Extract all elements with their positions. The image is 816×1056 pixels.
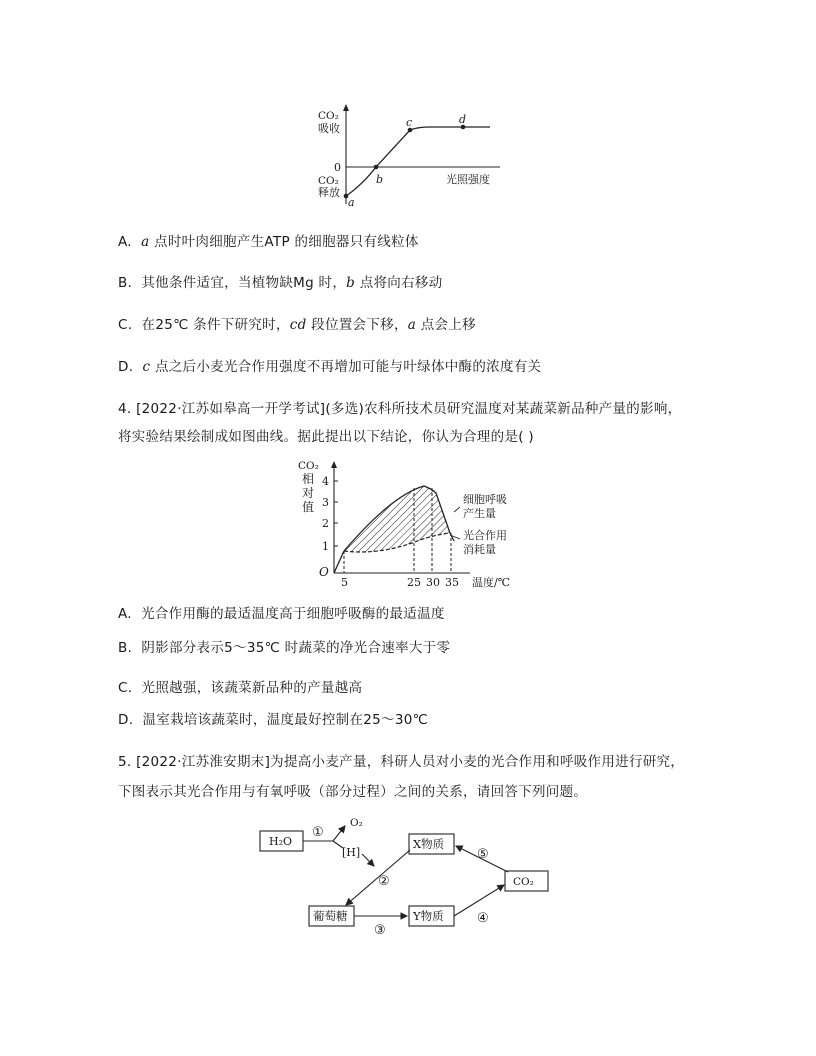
shaded-region bbox=[344, 486, 450, 552]
q4-option-a: A. 光合作用酶的最适温度高于细胞呼吸酶的最适温度 bbox=[118, 606, 445, 622]
y-tick-2: 2 bbox=[322, 517, 329, 530]
q5-stem-line1: 5. [2022·江苏淮安期末]为提高小麦产量，科研人员对小麦的光合作用和呼吸作用进行研究， bbox=[118, 754, 685, 770]
num-5: ⑤ bbox=[477, 847, 489, 862]
arrow-o2 bbox=[333, 826, 345, 841]
x-label: X物质 bbox=[413, 837, 445, 851]
q4-option-d: D. 温室栽培该蔬菜时，温度最好控制在25～30℃ bbox=[118, 712, 429, 728]
label-a: a bbox=[348, 196, 355, 209]
arrow-h bbox=[362, 854, 374, 866]
y-label-3: 对 bbox=[302, 486, 315, 500]
figure-temperature-co2 bbox=[292, 455, 532, 590]
figure-light-co2 bbox=[300, 100, 520, 215]
point-b bbox=[374, 165, 379, 170]
figure-photosynthesis-respiration bbox=[250, 810, 570, 940]
y-arrow bbox=[331, 461, 337, 468]
x-axis-label: 温度/℃ bbox=[472, 576, 511, 589]
x-tick-35: 35 bbox=[445, 576, 459, 589]
q4-option-b: B. 阴影部分表示5～35℃ 时蔬菜的净光合速率大于零 bbox=[118, 640, 451, 656]
y-top-label-2: 吸收 bbox=[318, 122, 340, 135]
num-3: ③ bbox=[374, 923, 386, 938]
y-label: Y物质 bbox=[413, 909, 444, 923]
q3-option-d: D. c 点之后小麦光合作用强度不再增加可能与叶绿体中酶的浓度有关 bbox=[118, 359, 542, 375]
q4-stem-line2: 将实验结果绘制成如图曲线。据此提出以下结论，你认为合理的是( ) bbox=[118, 429, 534, 445]
x-tick-30: 30 bbox=[426, 576, 440, 589]
q4-stem-line1: 4. [2022·江苏如皋高一开学考试](多选)农科所技术员研究温度对某蔬菜新品种产量的影响， bbox=[118, 401, 682, 417]
x-tick-25: 25 bbox=[407, 576, 421, 589]
y-arrow bbox=[343, 104, 349, 111]
q5-stem-line2: 下图表示其光合作用与有氧呼吸（部分过程）之间的关系，请回答下列问题。 bbox=[118, 784, 588, 800]
q3-option-b: B. 其他条件适宜，当植物缺Mg 时，b 点将向右移动 bbox=[118, 275, 443, 291]
x-axis-label: 光照强度 bbox=[446, 173, 490, 186]
y-label-1: CO₂ bbox=[298, 460, 319, 472]
glucose-label: 葡萄糖 bbox=[313, 909, 348, 923]
label-b: b bbox=[376, 173, 384, 186]
zero-label: 0 bbox=[334, 161, 341, 174]
num-4: ④ bbox=[477, 911, 489, 926]
y-label-4: 值 bbox=[302, 500, 315, 514]
x-tick-5: 5 bbox=[341, 576, 348, 589]
q3-option-a: A. a 点时叶肉细胞产生ATP 的细胞器只有线粒体 bbox=[118, 234, 419, 250]
label-d: d bbox=[459, 113, 467, 126]
origin-label: O bbox=[319, 565, 329, 579]
num-2: ② bbox=[378, 874, 390, 889]
o2-label: O₂ bbox=[350, 817, 363, 829]
y-bot-label-1: CO₂ bbox=[318, 175, 339, 187]
photo-label-2: 消耗量 bbox=[463, 543, 496, 556]
photo-label-1: 光合作用 bbox=[463, 529, 507, 542]
resp-label-2: 产生量 bbox=[463, 507, 496, 520]
q3-option-c: C. 在25℃ 条件下研究时，cd 段位置会下移，a 点会上移 bbox=[118, 317, 476, 333]
y-bot-label-2: 释放 bbox=[318, 186, 340, 199]
q4-option-c: C. 光照越强，该蔬菜新品种的产量越高 bbox=[118, 680, 363, 696]
y-top-label-1: CO₂ bbox=[318, 110, 339, 122]
h2o-label: H₂O bbox=[269, 835, 293, 848]
label-c: c bbox=[406, 116, 413, 129]
co2-label: CO₂ bbox=[513, 876, 534, 888]
y-tick-4: 4 bbox=[322, 475, 329, 488]
h-label: [H] bbox=[342, 846, 361, 859]
y-tick-3: 3 bbox=[322, 496, 329, 509]
y-tick-1: 1 bbox=[322, 540, 329, 553]
y-label-2: 相 bbox=[302, 472, 315, 486]
num-1: ① bbox=[312, 825, 324, 840]
resp-label-1: 细胞呼吸 bbox=[463, 493, 507, 506]
